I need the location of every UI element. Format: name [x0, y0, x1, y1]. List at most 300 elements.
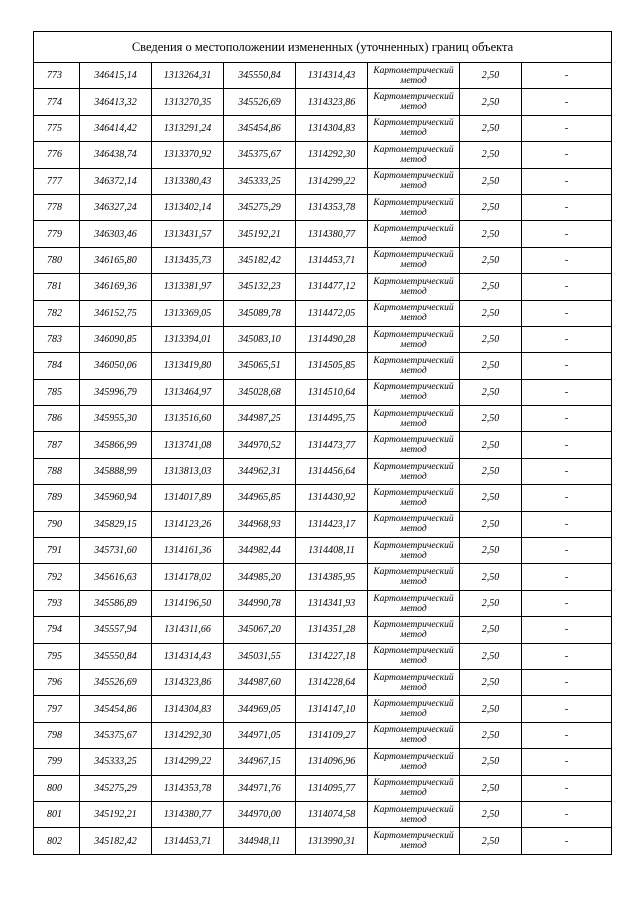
determination-method — [368, 696, 460, 722]
point-number: 779 — [34, 221, 80, 247]
refined-y: 1314341,93 — [296, 590, 368, 616]
existing-y: 1314353,78 — [152, 775, 224, 801]
existing-x: 345960,94 — [80, 485, 152, 511]
existing-x: 346438,74 — [80, 142, 152, 168]
point-description: - — [522, 669, 612, 695]
method-line-1: Картометрический — [373, 567, 454, 578]
accuracy: 2,50 — [460, 617, 522, 643]
table-row — [34, 511, 612, 537]
refined-x: 345089,78 — [224, 300, 296, 326]
method-line-1: Картометрический — [373, 197, 454, 208]
point-description: - — [522, 538, 612, 564]
determination-method — [368, 379, 460, 405]
refined-y: 1314510,64 — [296, 379, 368, 405]
existing-x: 346165,80 — [80, 247, 152, 273]
existing-y: 1313435,73 — [152, 247, 224, 273]
existing-x: 346090,85 — [80, 326, 152, 352]
existing-x: 345454,86 — [80, 696, 152, 722]
accuracy: 2,50 — [460, 643, 522, 669]
point-description: - — [522, 89, 612, 115]
accuracy: 2,50 — [460, 458, 522, 484]
point-description: - — [522, 326, 612, 352]
existing-y: 1314323,86 — [152, 669, 224, 695]
existing-y: 1313431,57 — [152, 221, 224, 247]
method-line-2: метод — [400, 392, 427, 403]
table-row — [34, 168, 612, 194]
refined-y: 1314096,96 — [296, 749, 368, 775]
point-number: 800 — [34, 775, 80, 801]
method-line-2: метод — [400, 128, 427, 139]
refined-x: 345028,68 — [224, 379, 296, 405]
existing-y: 1313516,60 — [152, 406, 224, 432]
refined-x: 344971,76 — [224, 775, 296, 801]
determination-method — [368, 511, 460, 537]
existing-x: 345731,60 — [80, 538, 152, 564]
accuracy: 2,50 — [460, 168, 522, 194]
point-number: 773 — [34, 63, 80, 89]
refined-y: 1314314,43 — [296, 63, 368, 89]
point-description: - — [522, 300, 612, 326]
refined-x: 345067,20 — [224, 617, 296, 643]
method-line-2: метод — [400, 339, 427, 350]
existing-y: 1313270,35 — [152, 89, 224, 115]
existing-x: 345182,42 — [80, 828, 152, 854]
existing-y: 1314380,77 — [152, 801, 224, 827]
refined-x: 345333,25 — [224, 168, 296, 194]
refined-x: 344982,44 — [224, 538, 296, 564]
method-line-1: Картометрический — [373, 804, 454, 815]
existing-y: 1313381,97 — [152, 274, 224, 300]
table-row — [34, 274, 612, 300]
method-line-1: Картометрический — [373, 461, 454, 472]
existing-x: 346413,32 — [80, 89, 152, 115]
refined-x: 344985,20 — [224, 564, 296, 590]
point-number: 799 — [34, 749, 80, 775]
refined-x: 344987,60 — [224, 669, 296, 695]
existing-x: 345192,21 — [80, 801, 152, 827]
determination-method — [368, 643, 460, 669]
refined-x: 345083,10 — [224, 326, 296, 352]
existing-x: 346303,46 — [80, 221, 152, 247]
determination-method — [368, 538, 460, 564]
point-description: - — [522, 511, 612, 537]
existing-y: 1314196,50 — [152, 590, 224, 616]
method-line-2: метод — [400, 154, 427, 165]
determination-method — [368, 63, 460, 89]
method-line-1: Картометрический — [373, 672, 454, 683]
existing-x: 345888,99 — [80, 458, 152, 484]
method-line-2: метод — [400, 524, 427, 535]
method-line-2: метод — [400, 445, 427, 456]
determination-method — [368, 194, 460, 220]
accuracy: 2,50 — [460, 300, 522, 326]
existing-x: 346327,24 — [80, 194, 152, 220]
accuracy: 2,50 — [460, 669, 522, 695]
refined-y: 1314353,78 — [296, 194, 368, 220]
determination-method — [368, 406, 460, 432]
existing-y: 1314299,22 — [152, 749, 224, 775]
accuracy: 2,50 — [460, 142, 522, 168]
determination-method — [368, 590, 460, 616]
point-description: - — [522, 801, 612, 827]
refined-y: 1314095,77 — [296, 775, 368, 801]
point-description: - — [522, 142, 612, 168]
refined-x: 345192,21 — [224, 221, 296, 247]
existing-y: 1313369,05 — [152, 300, 224, 326]
point-number: 798 — [34, 722, 80, 748]
refined-y: 1314495,75 — [296, 406, 368, 432]
point-number: 790 — [34, 511, 80, 537]
document-page — [33, 31, 611, 855]
accuracy: 2,50 — [460, 406, 522, 432]
method-line-1: Картометрический — [373, 92, 454, 103]
accuracy: 2,50 — [460, 432, 522, 458]
refined-x: 344968,93 — [224, 511, 296, 537]
determination-method — [368, 221, 460, 247]
method-line-1: Картометрический — [373, 144, 454, 155]
accuracy: 2,50 — [460, 564, 522, 590]
determination-method — [368, 89, 460, 115]
method-line-2: метод — [400, 497, 427, 508]
table-row — [34, 590, 612, 616]
method-line-2: метод — [400, 207, 427, 218]
accuracy: 2,50 — [460, 115, 522, 141]
refined-x: 345065,51 — [224, 353, 296, 379]
accuracy: 2,50 — [460, 379, 522, 405]
point-number: 774 — [34, 89, 80, 115]
existing-x: 345375,67 — [80, 722, 152, 748]
point-description: - — [522, 696, 612, 722]
refined-x: 344970,00 — [224, 801, 296, 827]
table-row — [34, 406, 612, 432]
existing-x: 346415,14 — [80, 63, 152, 89]
method-line-1: Картометрический — [373, 224, 454, 235]
point-description: - — [522, 115, 612, 141]
existing-x: 345586,89 — [80, 590, 152, 616]
table-body — [34, 63, 612, 855]
refined-y: 1314423,17 — [296, 511, 368, 537]
accuracy: 2,50 — [460, 221, 522, 247]
existing-y: 1314161,36 — [152, 538, 224, 564]
refined-x: 345275,29 — [224, 194, 296, 220]
point-description: - — [522, 749, 612, 775]
point-number: 796 — [34, 669, 80, 695]
method-line-1: Картометрический — [373, 646, 454, 657]
refined-y: 1314430,92 — [296, 485, 368, 511]
refined-y: 1314351,28 — [296, 617, 368, 643]
table-row — [34, 564, 612, 590]
point-description: - — [522, 221, 612, 247]
point-description: - — [522, 353, 612, 379]
point-number: 775 — [34, 115, 80, 141]
refined-y: 1314453,71 — [296, 247, 368, 273]
refined-y: 1314292,30 — [296, 142, 368, 168]
point-number: 795 — [34, 643, 80, 669]
method-line-2: метод — [400, 761, 427, 772]
table-row — [34, 458, 612, 484]
existing-x: 346372,14 — [80, 168, 152, 194]
table-row — [34, 485, 612, 511]
determination-method — [368, 801, 460, 827]
accuracy: 2,50 — [460, 89, 522, 115]
point-description: - — [522, 406, 612, 432]
method-line-2: метод — [400, 365, 427, 376]
existing-x: 345557,94 — [80, 617, 152, 643]
method-line-1: Картометрический — [373, 593, 454, 604]
existing-y: 1313291,24 — [152, 115, 224, 141]
point-number: 788 — [34, 458, 80, 484]
table-row — [34, 432, 612, 458]
table-row — [34, 643, 612, 669]
table-row — [34, 63, 612, 89]
refined-x: 345526,69 — [224, 89, 296, 115]
refined-y: 1314147,10 — [296, 696, 368, 722]
determination-method — [368, 669, 460, 695]
point-number: 801 — [34, 801, 80, 827]
determination-method — [368, 617, 460, 643]
method-line-1: Картометрический — [373, 751, 454, 762]
existing-x: 346152,75 — [80, 300, 152, 326]
point-description: - — [522, 775, 612, 801]
point-description: - — [522, 590, 612, 616]
method-line-1: Картометрический — [373, 329, 454, 340]
method-line-2: метод — [400, 260, 427, 271]
existing-x: 345829,15 — [80, 511, 152, 537]
existing-x: 345550,84 — [80, 643, 152, 669]
method-line-2: метод — [400, 471, 427, 482]
accuracy: 2,50 — [460, 326, 522, 352]
method-line-1: Картометрический — [373, 382, 454, 393]
refined-y: 1313990,31 — [296, 828, 368, 854]
method-line-2: метод — [400, 577, 427, 588]
existing-x: 346050,06 — [80, 353, 152, 379]
existing-x: 345616,63 — [80, 564, 152, 590]
point-description: - — [522, 458, 612, 484]
method-line-2: метод — [400, 841, 427, 852]
determination-method — [368, 274, 460, 300]
refined-x: 344970,52 — [224, 432, 296, 458]
point-description: - — [522, 63, 612, 89]
accuracy: 2,50 — [460, 749, 522, 775]
point-number: 778 — [34, 194, 80, 220]
determination-method — [368, 485, 460, 511]
existing-y: 1313402,14 — [152, 194, 224, 220]
method-line-2: метод — [400, 286, 427, 297]
refined-y: 1314473,77 — [296, 432, 368, 458]
method-line-2: метод — [400, 418, 427, 429]
table-row — [34, 722, 612, 748]
point-number: 777 — [34, 168, 80, 194]
method-line-2: метод — [400, 75, 427, 86]
existing-y: 1313813,03 — [152, 458, 224, 484]
method-line-1: Картометрический — [373, 831, 454, 842]
determination-method — [368, 142, 460, 168]
point-number: 794 — [34, 617, 80, 643]
accuracy: 2,50 — [460, 590, 522, 616]
method-line-2: метод — [400, 709, 427, 720]
refined-x: 345031,55 — [224, 643, 296, 669]
determination-method — [368, 564, 460, 590]
method-line-1: Картометрический — [373, 514, 454, 525]
accuracy: 2,50 — [460, 63, 522, 89]
determination-method — [368, 432, 460, 458]
existing-x: 345955,30 — [80, 406, 152, 432]
existing-y: 1313394,01 — [152, 326, 224, 352]
refined-y: 1314304,83 — [296, 115, 368, 141]
determination-method — [368, 775, 460, 801]
accuracy: 2,50 — [460, 194, 522, 220]
point-number: 787 — [34, 432, 80, 458]
refined-y: 1314505,85 — [296, 353, 368, 379]
point-number: 784 — [34, 353, 80, 379]
existing-y: 1314292,30 — [152, 722, 224, 748]
method-line-1: Картометрический — [373, 778, 454, 789]
refined-x: 344987,25 — [224, 406, 296, 432]
method-line-1: Картометрический — [373, 619, 454, 630]
existing-y: 1314304,83 — [152, 696, 224, 722]
table-row — [34, 247, 612, 273]
table-row — [34, 115, 612, 141]
existing-y: 1313741,08 — [152, 432, 224, 458]
refined-x: 344990,78 — [224, 590, 296, 616]
table-title: Сведения о местоположении измененных (уточненных) границ объекта — [34, 32, 612, 63]
point-description: - — [522, 247, 612, 273]
existing-y: 1314311,66 — [152, 617, 224, 643]
refined-y: 1314299,22 — [296, 168, 368, 194]
method-line-1: Картометрический — [373, 408, 454, 419]
point-description: - — [522, 194, 612, 220]
table-row — [34, 749, 612, 775]
refined-x: 344965,85 — [224, 485, 296, 511]
determination-method — [368, 353, 460, 379]
determination-method — [368, 749, 460, 775]
existing-x: 346169,36 — [80, 274, 152, 300]
table-row — [34, 696, 612, 722]
point-number: 802 — [34, 828, 80, 854]
existing-y: 1313264,31 — [152, 63, 224, 89]
accuracy: 2,50 — [460, 485, 522, 511]
existing-y: 1314314,43 — [152, 643, 224, 669]
point-number: 792 — [34, 564, 80, 590]
existing-y: 1314123,26 — [152, 511, 224, 537]
method-line-2: метод — [400, 682, 427, 693]
point-number: 780 — [34, 247, 80, 273]
table-row — [34, 353, 612, 379]
point-description: - — [522, 617, 612, 643]
refined-x: 344971,05 — [224, 722, 296, 748]
point-number: 786 — [34, 406, 80, 432]
refined-x: 344969,05 — [224, 696, 296, 722]
method-line-1: Картометрический — [373, 250, 454, 261]
method-line-2: метод — [400, 788, 427, 799]
point-description: - — [522, 564, 612, 590]
method-line-2: метод — [400, 814, 427, 825]
determination-method — [368, 247, 460, 273]
point-description: - — [522, 432, 612, 458]
refined-x: 344962,31 — [224, 458, 296, 484]
refined-x: 345375,67 — [224, 142, 296, 168]
existing-y: 1314178,02 — [152, 564, 224, 590]
refined-y: 1314109,27 — [296, 722, 368, 748]
refined-y: 1314074,58 — [296, 801, 368, 827]
table-row — [34, 300, 612, 326]
accuracy: 2,50 — [460, 775, 522, 801]
point-description: - — [522, 722, 612, 748]
method-line-1: Картометрический — [373, 65, 454, 76]
method-line-2: метод — [400, 234, 427, 245]
method-line-1: Картометрический — [373, 435, 454, 446]
table-row — [34, 221, 612, 247]
refined-x: 344948,11 — [224, 828, 296, 854]
determination-method — [368, 326, 460, 352]
refined-y: 1314472,05 — [296, 300, 368, 326]
point-description: - — [522, 485, 612, 511]
refined-x: 345182,42 — [224, 247, 296, 273]
accuracy: 2,50 — [460, 722, 522, 748]
accuracy: 2,50 — [460, 353, 522, 379]
point-number: 791 — [34, 538, 80, 564]
existing-x: 345333,25 — [80, 749, 152, 775]
refined-x: 344967,15 — [224, 749, 296, 775]
refined-y: 1314227,18 — [296, 643, 368, 669]
table-row — [34, 775, 612, 801]
existing-y: 1314453,71 — [152, 828, 224, 854]
method-line-2: метод — [400, 313, 427, 324]
point-description: - — [522, 168, 612, 194]
boundary-coordinates-table — [33, 31, 612, 855]
existing-x: 345996,79 — [80, 379, 152, 405]
accuracy: 2,50 — [460, 247, 522, 273]
table-row — [34, 326, 612, 352]
refined-y: 1314490,28 — [296, 326, 368, 352]
table-row — [34, 89, 612, 115]
table-row — [34, 538, 612, 564]
existing-y: 1313464,97 — [152, 379, 224, 405]
method-line-1: Картометрический — [373, 355, 454, 366]
table-row — [34, 142, 612, 168]
existing-y: 1313419,80 — [152, 353, 224, 379]
refined-y: 1314456,64 — [296, 458, 368, 484]
existing-x: 346414,42 — [80, 115, 152, 141]
refined-x: 345132,23 — [224, 274, 296, 300]
method-line-2: метод — [400, 102, 427, 113]
existing-x: 345275,29 — [80, 775, 152, 801]
refined-y: 1314477,12 — [296, 274, 368, 300]
existing-y: 1313370,92 — [152, 142, 224, 168]
method-line-1: Картометрический — [373, 118, 454, 129]
refined-x: 345550,84 — [224, 63, 296, 89]
method-line-1: Картометрический — [373, 725, 454, 736]
existing-x: 345526,69 — [80, 669, 152, 695]
table-row — [34, 669, 612, 695]
point-description: - — [522, 274, 612, 300]
refined-y: 1314385,95 — [296, 564, 368, 590]
method-line-2: метод — [400, 629, 427, 640]
method-line-1: Картометрический — [373, 699, 454, 710]
method-line-1: Картометрический — [373, 540, 454, 551]
method-line-1: Картометрический — [373, 303, 454, 314]
point-number: 783 — [34, 326, 80, 352]
refined-y: 1314323,86 — [296, 89, 368, 115]
method-line-2: метод — [400, 656, 427, 667]
point-description: - — [522, 379, 612, 405]
method-line-2: метод — [400, 735, 427, 746]
accuracy: 2,50 — [460, 828, 522, 854]
accuracy: 2,50 — [460, 274, 522, 300]
accuracy: 2,50 — [460, 801, 522, 827]
method-line-1: Картометрический — [373, 487, 454, 498]
point-number: 776 — [34, 142, 80, 168]
